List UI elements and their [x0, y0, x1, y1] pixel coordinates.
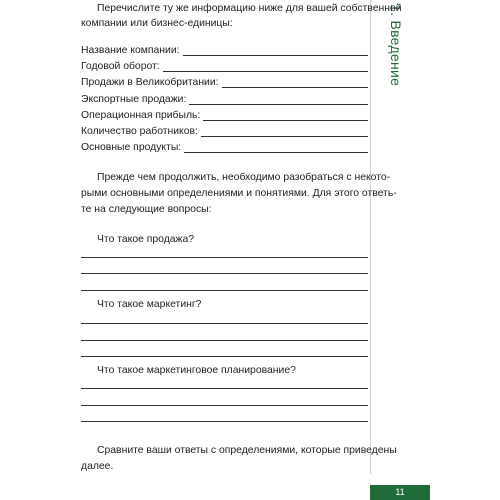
- answer-line[interactable]: [81, 257, 368, 258]
- field-employee-count[interactable]: [81, 125, 368, 139]
- fill-line[interactable]: [201, 125, 368, 137]
- field-export-sales[interactable]: [81, 93, 368, 107]
- field-main-products[interactable]: [81, 141, 368, 155]
- fill-line[interactable]: [189, 93, 368, 105]
- closing-line-1: Сравните ваши ответы с определениями, которые приведены: [97, 445, 397, 456]
- paragraph-line-2: рыми основными определениями и понятиями. Для этого ответь-: [81, 188, 397, 199]
- fill-line[interactable]: [184, 141, 368, 153]
- fill-line[interactable]: [203, 109, 368, 121]
- field-label: Количество работников:: [81, 126, 198, 137]
- fill-line[interactable]: [222, 76, 368, 88]
- page-number: 11: [370, 485, 430, 500]
- intro-line-2: компании или бизнес-единицы:: [81, 18, 233, 29]
- paragraph-line-1: Прежде чем продолжить, необходимо разобраться с некото-: [97, 172, 391, 183]
- field-label: Название компании:: [81, 45, 180, 56]
- field-company-name[interactable]: [81, 44, 368, 58]
- field-uk-sales[interactable]: [81, 76, 368, 90]
- margin-divider: [370, 0, 371, 474]
- answer-line[interactable]: [81, 421, 368, 422]
- intro-line-1: Перечислите ту же информацию ниже для вашей собственной: [97, 3, 402, 14]
- fill-line[interactable]: [163, 60, 368, 72]
- closing-line-2: далее.: [81, 461, 114, 472]
- answer-line[interactable]: [81, 323, 368, 324]
- paragraph-line-3: те на следующие вопросы:: [81, 204, 212, 215]
- field-annual-turnover[interactable]: [81, 60, 368, 74]
- question-sale: Что такое продажа?: [97, 234, 195, 245]
- field-label: Годовой оборот:: [81, 61, 160, 72]
- answer-line[interactable]: [81, 388, 368, 389]
- answer-line[interactable]: [81, 273, 368, 274]
- answer-line[interactable]: [81, 290, 368, 291]
- fill-line[interactable]: [183, 44, 368, 56]
- chapter-title: 1. Введение: [388, 4, 404, 87]
- answer-line[interactable]: [81, 405, 368, 406]
- field-label: Основные продукты:: [81, 142, 182, 153]
- answer-line[interactable]: [81, 340, 368, 341]
- field-label: Продажи в Великобритании:: [81, 77, 219, 88]
- field-operating-profit[interactable]: [81, 109, 368, 123]
- field-label: Экспортные продажи:: [81, 94, 187, 105]
- field-label: Операционная прибыль:: [81, 110, 201, 121]
- question-marketing-planning: Что такое маркетинговое планирование?: [97, 365, 296, 376]
- answer-line[interactable]: [81, 356, 368, 357]
- question-marketing: Что такое маркетинг?: [97, 299, 202, 310]
